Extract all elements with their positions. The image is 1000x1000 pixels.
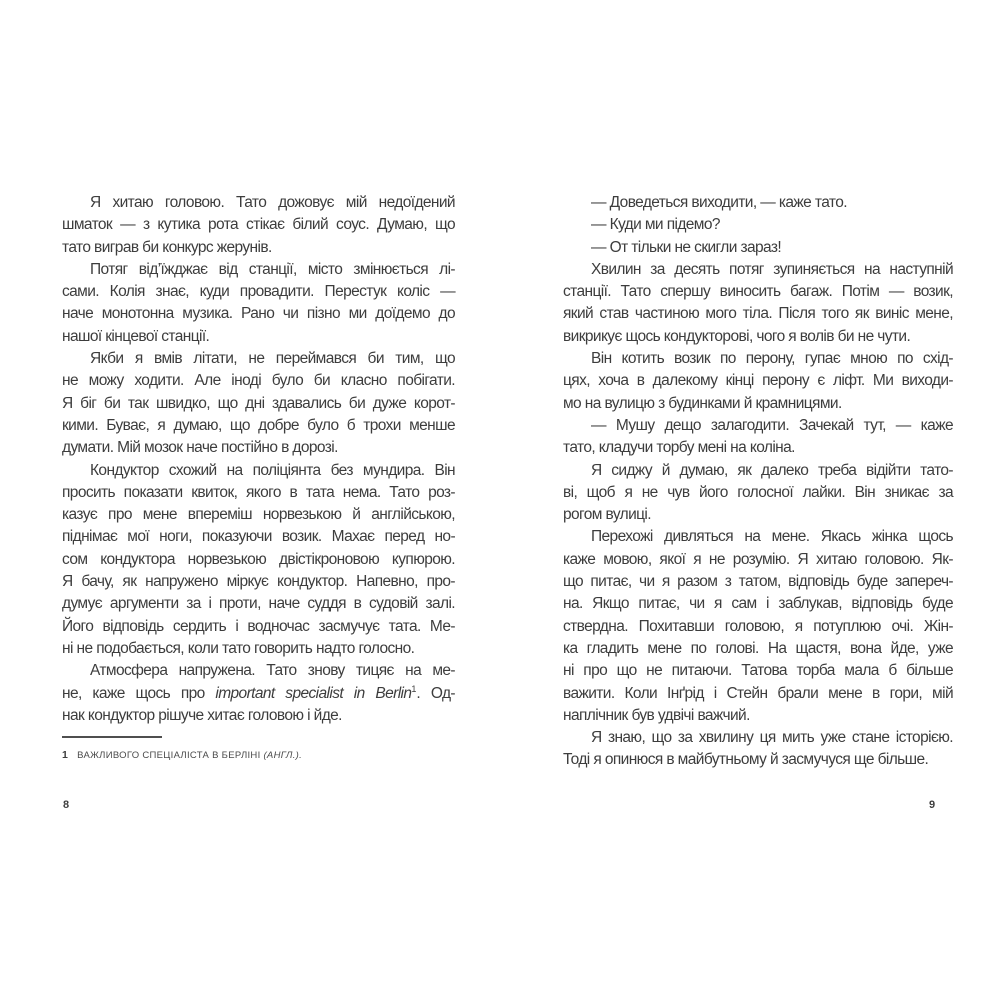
- right-page-text-block: [563, 192, 953, 772]
- text-line: ні про що не питаючи. Татова торба мала б більше: [563, 662, 953, 680]
- text-line: Він котить возик по перону, гупає мною по схід-: [591, 350, 953, 368]
- text-line: наплічник був удвічі важчий.: [563, 706, 750, 724]
- text-line: Кондуктор схожий на поліціянта без мундира. Він: [90, 461, 455, 479]
- text-line: Я хитаю головою. Тато дожовує мій недоїдений: [90, 194, 455, 211]
- text-segment: не, каже щось про: [62, 684, 216, 702]
- text-line: ствердна. Похитавши головою, я потуплюю очі. Жін-: [563, 617, 953, 635]
- text-line: наче монотонна музика. Рано чи пізно ми доїдемо до: [62, 305, 455, 323]
- text-line: тато виграв би конкурс жерунів.: [62, 238, 272, 256]
- text-line: на. Якщо питає, чи я сам і заблукав, відповідь буде: [563, 595, 953, 613]
- text-line: Його відповідь сердить і водночас засмучує тата. Ме-: [62, 617, 455, 635]
- text-line: Потяг від’їжджає від станції, місто змінюється лі-: [90, 260, 455, 278]
- text-line: Якби я вмів літати, не переймався би тим, що: [90, 350, 455, 368]
- footnote-body: ВАЖЛИВОГО СПЕЦІАЛІСТА В БЕРЛІНІ: [77, 750, 264, 761]
- text-line: думує аргументи за і проти, наче суддя в судовій залі.: [62, 595, 455, 613]
- paragraph: [62, 660, 455, 727]
- text-line: важити. Коли Інґрід і Стейн брали мене в гори, мій: [563, 684, 953, 702]
- text-line: піднімає мої ноги, показуючи возик. Махає перед но-: [62, 528, 455, 546]
- text-line: Тоді я опинюся в майбутньому й засмучуся ще більше.: [563, 751, 929, 769]
- footnote-text: [62, 749, 455, 762]
- text-line: мо на вулицю з будинками й крамницями.: [563, 394, 842, 412]
- text-line: ві, щоб я не чув його голосної лайки. Він зникає за: [563, 483, 953, 501]
- paragraph: [563, 192, 953, 214]
- paragraph: [62, 259, 455, 348]
- text-line: думати. Мій мозок наче постійно в дорозі.: [62, 439, 338, 457]
- text-line: цях, хоча в далекому кінці перону є ліфт. Ми виходи-: [563, 372, 953, 390]
- text-line: просить показати квиток, якого в тата нема. Тато роз-: [62, 483, 455, 501]
- footnote-reference: 1: [411, 683, 417, 694]
- paragraph: [62, 460, 455, 661]
- paragraph: [62, 348, 455, 459]
- footnote-divider: [62, 736, 162, 738]
- text-line: рогом вулиці.: [563, 506, 651, 524]
- text-line: Хвилин за десять потяг зупиняється на наступній: [591, 260, 953, 278]
- text-line: — Мушу дещо залагодити. Зачекай тут, — каже: [591, 416, 953, 434]
- left-page-text-block: [62, 192, 455, 727]
- text-line: тато, кладучи торбу мені на коліна.: [563, 439, 795, 457]
- text-line: викрикує щось кондукторові, чого я волів би не чути.: [563, 327, 911, 345]
- text-line: сом кондуктора норвезькою двістікроновою купюрою.: [62, 550, 455, 568]
- paragraph: [563, 526, 953, 727]
- paragraph: [563, 259, 953, 348]
- text-line: Я бачу, як напружено міркує кондуктор. Напевно, про-: [62, 573, 455, 591]
- text-line: ні не подобається, коли тато говорить надто голосно.: [62, 639, 415, 657]
- text-line: Перехожі дивляться на мене. Якась жінка щось: [591, 528, 953, 546]
- text-line: станції. Тато спершу виносить багаж. Потім — возик,: [563, 283, 953, 301]
- text-line: що питає, чи я разом з татом, відповідь буде запереч-: [563, 573, 953, 591]
- footnote-body-italic: (АНГЛ.).: [263, 750, 303, 761]
- text-line: — Доведеться виходити, — каже тато.: [591, 194, 847, 211]
- text-line: казує про мене впереміш норвезькою й англійською,: [62, 506, 455, 524]
- text-line: нашої кінцевої станції.: [62, 327, 210, 345]
- text-line: Я біг би так швидко, що дні здавались би дуже корот-: [62, 394, 455, 412]
- text-line: Я знаю, що за хвилину ця мить уже стане історією.: [591, 729, 953, 747]
- paragraph: [62, 192, 455, 259]
- text-segment: . Од-: [416, 684, 455, 702]
- text-line: — Куди ми підемо?: [591, 216, 720, 234]
- footnote-marker: 1: [62, 749, 69, 761]
- text-line: не можу ходити. Але іноді було би класно побігати.: [62, 372, 455, 390]
- paragraph: [563, 237, 953, 259]
- paragraph: [563, 348, 953, 415]
- paragraph: [563, 460, 953, 527]
- italic-phrase: important specialist in Berlin: [215, 684, 412, 702]
- text-line: каже мовою, якої я не розумію. Я хитаю головою. Як-: [563, 550, 953, 568]
- paragraph: [563, 415, 953, 460]
- text-line: Атмосфера напружена. Тато знову тицяє на ме-: [90, 662, 455, 680]
- text-line: [62, 683, 455, 705]
- text-line: сами. Колія знає, куди провадити. Перестук коліс —: [62, 283, 455, 301]
- paragraph: [563, 727, 953, 772]
- page-number-left: 8: [63, 799, 70, 811]
- text-line: який став частиною мого тіла. Після того як виніс мене,: [563, 305, 953, 323]
- text-line: шматок — з кутика рота стікає білий соус. Думаю, що: [62, 216, 455, 234]
- text-line: кими. Буває, я думаю, що добре було б трохи менше: [62, 416, 455, 434]
- page-number-right: 9: [929, 799, 936, 811]
- text-line: ка гладить мене по голові. На щастя, вона йде, уже: [563, 639, 953, 657]
- paragraph: [563, 214, 953, 236]
- footnote: [62, 736, 455, 762]
- text-line: — От тільки не скигли зараз!: [591, 238, 782, 256]
- text-line: нак кондуктор рішуче хитає головою і йде.: [62, 706, 342, 724]
- text-line: Я сиджу й думаю, як далеко треба відійти тато-: [591, 461, 953, 479]
